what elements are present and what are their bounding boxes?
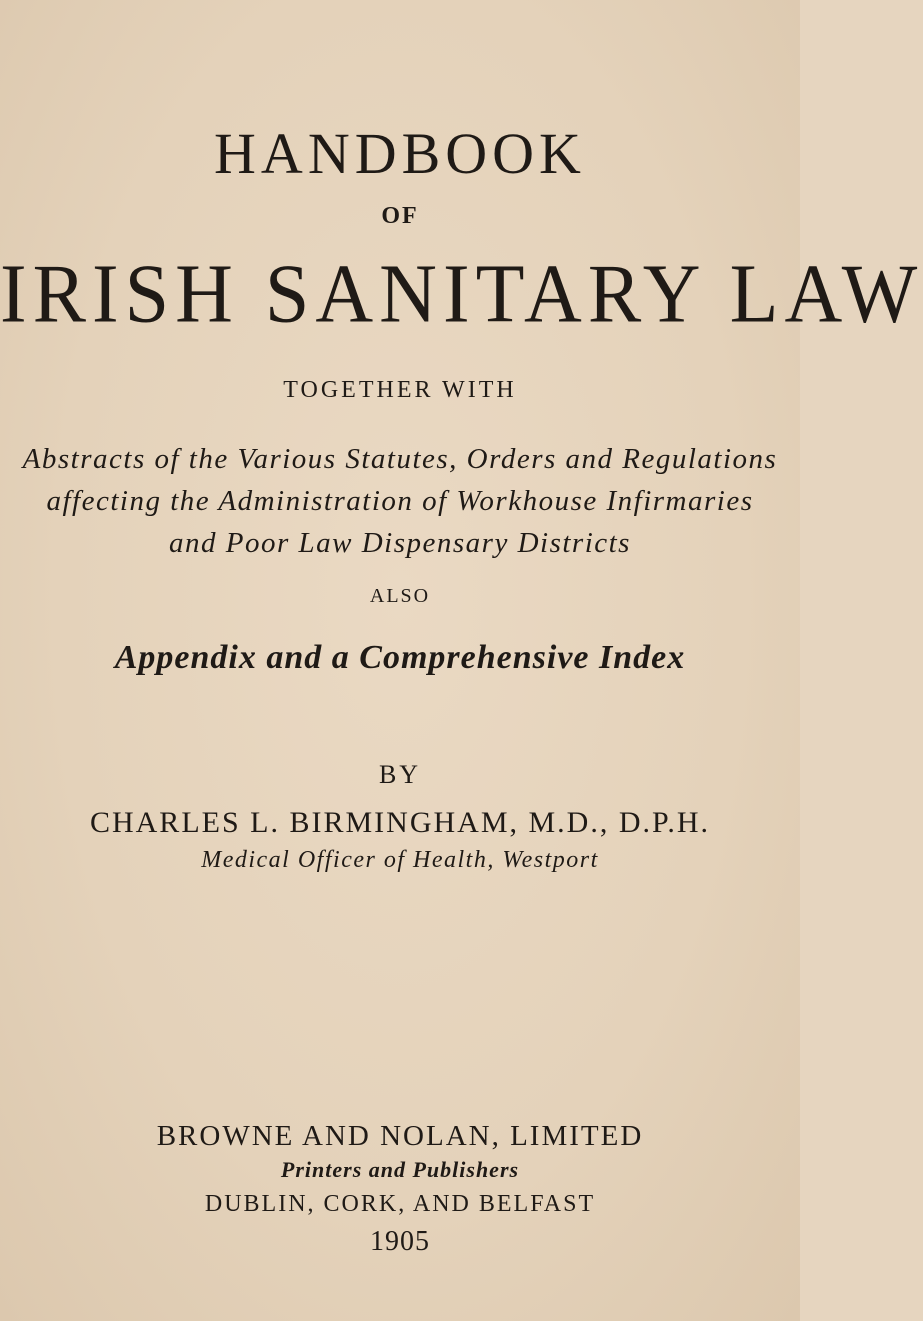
appendix-line: Appendix and a Comprehensive Index [114, 639, 686, 676]
publisher-role: Printers and Publishers [280, 1157, 520, 1182]
main-title: IRISH SANITARY LAW [0, 247, 923, 341]
publisher-places: DUBLIN, CORK, AND BELFAST [204, 1191, 596, 1217]
author-name: CHARLES L. BIRMINGHAM, M.D., D.P.H. [89, 806, 711, 839]
author-title: Medical Officer of Health, Westport [201, 847, 599, 873]
by-text: BY [378, 760, 422, 789]
of-text: OF [381, 203, 419, 229]
also-text: ALSO [369, 585, 431, 607]
publication-year: 1905 [370, 1226, 430, 1257]
abstract-line-3: and Poor Law Dispensary Districts [169, 527, 631, 559]
together-with-text: TOGETHER WITH [283, 377, 517, 403]
publisher-name: BROWNE AND NOLAN, LIMITED [156, 1120, 644, 1152]
abstract-line-2: affecting the Administration of Workhouse Infirmaries [46, 485, 754, 517]
abstract-line-1: Abstracts of the Various Statutes, Orders and Regulations [22, 443, 778, 475]
book-heading: HANDBOOK [214, 121, 586, 186]
